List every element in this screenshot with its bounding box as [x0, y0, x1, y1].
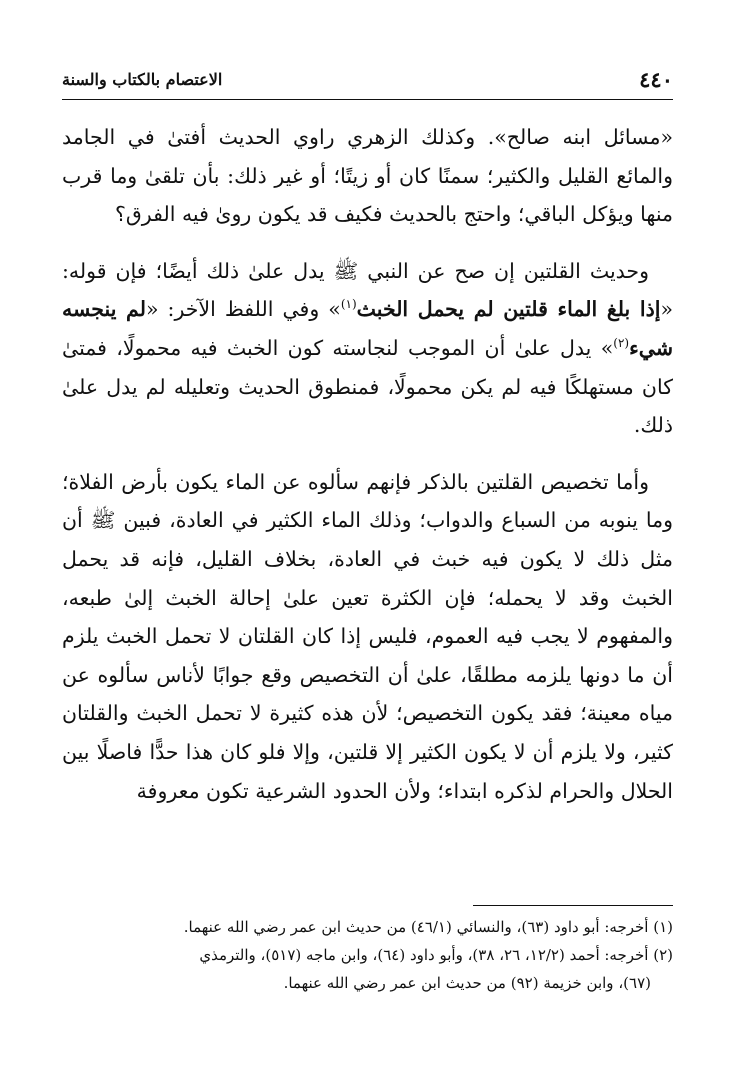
paragraph-2: [62, 252, 673, 445]
paragraph-1: «مسائل ابنه صالح». وكذلك الزهري راوي الحديث أفتىٰ في الجامد والمائع القليل والكثير؛ سمنًا كان أو زيتًا؛ أو غير ذلك: بأن تلقىٰ وما قرب منها ويؤكل الباقي؛ واحتج بالحديث فكيف قد يكون روىٰ فيه الفرق؟: [62, 125, 673, 227]
footnote-ref-2[interactable]: (٢): [613, 336, 630, 351]
footnote-1: (١) أخرجه: أبو داود (٦٣)، والنسائي (٤٦/١) من حديث ابن عمر رضي الله عنهما.: [183, 918, 673, 936]
paragraph-2-part-a: وحديث القلتين إن صح عن النبي ﷺ يدل علىٰ ذلك أيضًا؛ فإن قوله: «: [62, 258, 673, 322]
hadith-quote-2: لم ينجسه شيء: [62, 297, 673, 360]
footnotes: [62, 913, 673, 997]
footnote-rule: [473, 905, 673, 906]
footnote-2-line-1: (٢) أخرجه: أحمد (١٢/٢، ٢٦، ٣٨)، وأبو داود (٦٤)، وابن ماجه (٥١٧)، والترمذي: [199, 946, 673, 964]
hadith-quote-1: إذا بلغ الماء قلتين لم يحمل الخبث: [356, 297, 661, 322]
page-number: ٤٤٠: [639, 66, 673, 92]
header-rule: [62, 99, 673, 100]
page-header: [62, 62, 673, 96]
paragraph-2-part-b: » وفي اللفظ الآخر: «: [145, 297, 341, 322]
footnote-ref-1[interactable]: (١): [340, 297, 357, 312]
footnote-2-line-2: (٦٧)، وابن خزيمة (٩٢) من حديث ابن عمر رضي الله عنهما.: [283, 974, 651, 992]
paragraph-2-part-c: » يدل علىٰ أن الموجب لنجاسته كون الخبث فيه محمولًا، فمتىٰ كان مستهلكًا فيه لم يكن محمولًا، فمنطوق الحديث وتعليله لم يدل علىٰ ذلك.: [62, 335, 673, 438]
running-title: الاعتصام بالكتاب والسنة: [62, 69, 223, 89]
main-text: [62, 118, 673, 810]
paragraph-3: وأما تخصيص القلتين بالذكر فإنهم سألوه عن الماء يكون بأرض الفلاة؛ وما ينوبه من السباع والدواب؛ وذلك الماء الكثير في العادة، فبين ﷺ أن مثل ذلك لا يكون فيه خبث في العادة، بخلاف القليل، فإنه قد يحمل الخبث وقد لا يحمله؛ فإن الكثرة تعين علىٰ إحالة الخبث إلىٰ طبعه، والمفهوم لا يجب فيه العموم، فليس إذا كان القلتان لا تحمل الخبث يلزم أن ما دونها يلزمه مطلقًا، علىٰ أن التخصيص وقع جوابًا لأناس سألوه عن مياه معينة؛ فقد يكون التخصيص؛ لأن هذه كثيرة لا تحمل الخبث والقلتان كثير، ولا يلزم أن لا يكون الكثير إلا قلتين، وإلا فلو كان هذا حدًّا فاصلًا بين الحلال والحرام لذكره ابتداء؛ ولأن الحدود الشرعية تكون معروفة: [62, 469, 673, 803]
